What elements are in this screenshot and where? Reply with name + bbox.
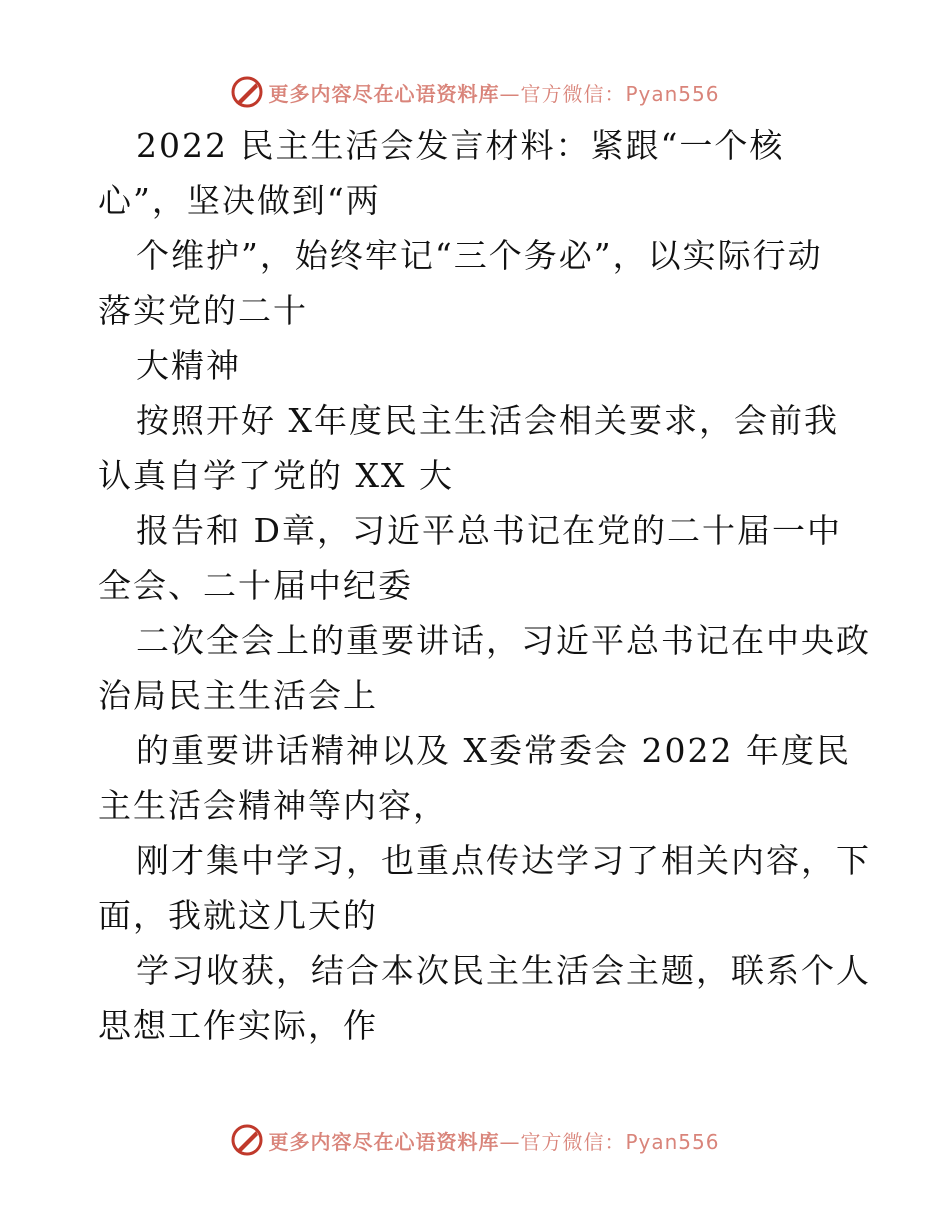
- header-watermark: [0, 72, 950, 112]
- text-line-3: 个维护”，始终牢记“三个务必”，以实际行动: [136, 236, 823, 275]
- text-line-11: 治局民主生活会上: [98, 676, 378, 715]
- text-line-6: 按照开好 X年度民主生活会相关要求，会前我: [136, 401, 839, 440]
- text-line-12: 的重要讲话精神以及 X委常委会 2022 年度民: [136, 731, 851, 770]
- quill-logo-icon: [230, 1123, 264, 1157]
- text-line-5: 大精神: [136, 346, 241, 385]
- watermark-separator: —: [499, 81, 521, 106]
- document-body: [98, 118, 871, 1053]
- text-line-14: 刚才集中学习，也重点传达学习了相关内容，下: [136, 841, 871, 880]
- watermark-main: 更多内容尽在心语资料库: [268, 81, 500, 106]
- text-line-1: 2022 民主生活会发言材料：紧跟“一个核: [136, 126, 785, 165]
- watermark-contact: 官方微信：Pyan556: [520, 81, 720, 106]
- text-line-10: 二次全会上的重要讲话，习近平总书记在中央政: [136, 621, 871, 660]
- text-line-4: 落实党的二十: [98, 291, 308, 330]
- quill-logo-icon: [230, 75, 264, 109]
- watermark-main: 更多内容尽在心语资料库: [268, 1129, 500, 1154]
- watermark-contact: 官方微信：Pyan556: [520, 1129, 720, 1154]
- text-line-2: 心”，坚决做到“两: [98, 181, 381, 220]
- text-line-8: 报告和 D章，习近平总书记在党的二十届一中: [136, 511, 842, 550]
- watermark-separator: —: [499, 1129, 521, 1154]
- text-line-17: 思想工作实际，作: [98, 1006, 378, 1045]
- text-line-16: 学习收获，结合本次民主生活会主题，联系个人: [136, 951, 871, 990]
- text-line-9: 全会、二十届中纪委: [98, 566, 413, 605]
- text-line-15: 面，我就这几天的: [98, 896, 378, 935]
- text-line-7: 认真自学了党的 XX 大: [98, 456, 454, 495]
- text-line-13: 主生活会精神等内容，: [98, 786, 448, 825]
- footer-watermark: [0, 1120, 950, 1160]
